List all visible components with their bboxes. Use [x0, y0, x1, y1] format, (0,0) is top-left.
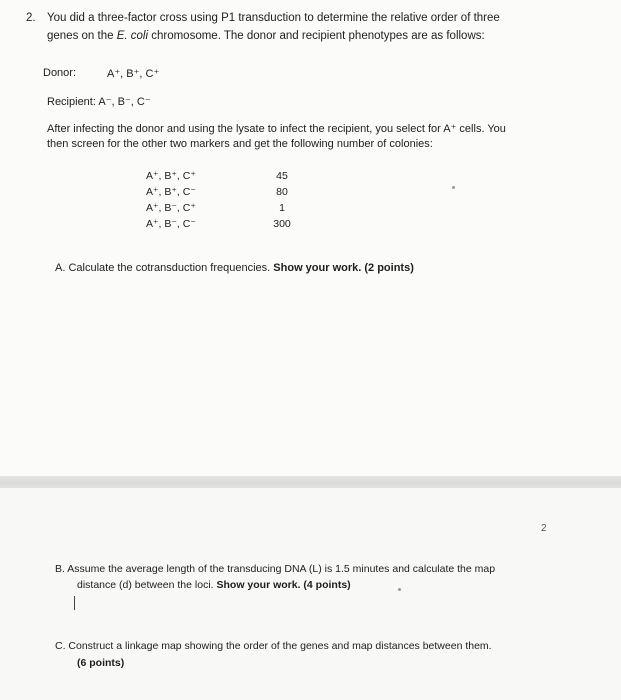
recipient-genotype: Recipient: A⁻, B⁻, C⁻ — [47, 96, 151, 108]
table-row-genotype: A⁺, B⁺, C⁺ — [146, 170, 196, 182]
text-cursor[interactable] — [74, 596, 75, 610]
table-row-count: 1 — [279, 202, 285, 214]
part-c-line-1: C. Construct a linkage map showing the order of the genes and map distances between them. — [55, 640, 492, 652]
table-row-genotype: A⁺, B⁻, C⁻ — [146, 218, 196, 230]
table-row-count: 300 — [273, 218, 291, 230]
table-row-genotype: A⁺, B⁺, C⁻ — [146, 186, 196, 198]
table-row-count: 80 — [276, 186, 288, 198]
intro-line-2-end: chromosome. The donor and recipient phenotypes are as follows: — [148, 30, 485, 42]
part-a-points: Show your work. (2 points) — [273, 262, 414, 274]
part-b-line-2 — [77, 579, 351, 591]
organism-name: E. coli — [116, 30, 149, 42]
table-row-count: 45 — [276, 170, 288, 182]
paragraph-line-1: After infecting the donor and using the lysate to infect the recipient, you select for A⁺ cells. You — [47, 123, 506, 135]
part-a-text: A. Calculate the cotransduction frequencies. — [55, 262, 274, 274]
page-number: 2 — [541, 523, 547, 534]
speck-mark — [398, 588, 401, 591]
part-b-line-1: B. Assume the average length of the transducing DNA (L) is 1.5 minutes and calculate the map — [55, 563, 496, 575]
donor-label: Donor: — [43, 67, 77, 79]
speck-mark — [452, 186, 455, 189]
part-b-points: Show your work. (4 points) — [216, 579, 351, 591]
question-intro-line-2 — [47, 30, 485, 42]
part-c-points: (6 points) — [77, 657, 125, 669]
intro-line-2-start: genes on the — [47, 30, 117, 42]
part-b-text: distance (d) between the loci. — [77, 579, 217, 591]
paragraph-line-2: then screen for the other two markers and get the following number of colonies: — [47, 138, 433, 150]
question-number: 2. — [26, 12, 36, 24]
question-intro-line-1: You did a three-factor cross using P1 transduction to determine the relative order of three — [47, 12, 500, 24]
part-a-prompt — [55, 262, 414, 274]
donor-genotype: A⁺, B⁺, C⁺ — [107, 68, 160, 80]
table-row-genotype: A⁺, B⁻, C⁺ — [146, 202, 196, 214]
